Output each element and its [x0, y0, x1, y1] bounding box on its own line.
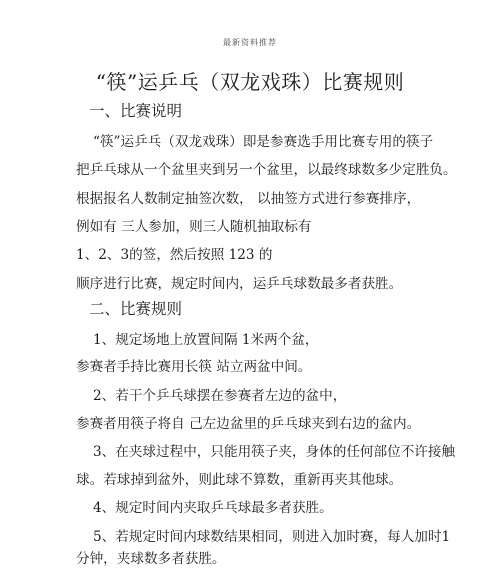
- paragraph-line: 参赛者用筷子将自 己左边盆里的乒乓球夹到右边的盆内。: [76, 416, 421, 432]
- paragraph-line: 3、在夹球过程中，只能用筷子夹，身体的任何部位不许接触: [93, 444, 456, 460]
- paragraph-line: 1、规定场地上放置间隔 1米两个盆，: [93, 332, 319, 348]
- paragraph-line: 参赛者手持比赛用长筷 站立两盆中间。: [76, 359, 312, 375]
- paragraph-line: 1、2、3的签，然后按照 123 的: [76, 247, 273, 263]
- section-heading-description: 一、比赛说明: [89, 102, 183, 120]
- paragraph-line: 球。若球掉到盆外，则此球不算数，重新再夹其他球。: [76, 472, 403, 488]
- paragraph-line: 顺序进行比赛，规定时间内，运乒乓球数最多者获胜。: [76, 276, 403, 292]
- paragraph-line: 根据报名人数制定抽签次数， 以抽签方式进行参赛排序，: [76, 191, 421, 207]
- paragraph-line: 4、规定时间内夹取乒乓球最多者获胜。: [93, 500, 333, 516]
- header-note: 最新资料推荐: [223, 38, 277, 47]
- section-heading-rules: 二、比赛规则: [89, 300, 183, 318]
- paragraph-line: 把乒乓球从一个盆里夹到另一个盆里，以最终球数多少定胜负。: [76, 162, 457, 178]
- page-title: “筷”运乒乓（双龙戏珠）比赛规则: [95, 70, 405, 94]
- paragraph-line: 分钟，夹球数多者获胜。: [76, 551, 226, 567]
- paragraph-line: 5、若规定时间内球数结果相同，则进入加时赛，每人加时1: [93, 529, 451, 545]
- paragraph-line: “筷”运乒乓（双龙戏珠）即是参赛选手用比赛专用的筷子: [93, 134, 434, 150]
- paragraph-line: 2、若干个乒乓球摆在参赛者左边的盆中，: [93, 388, 347, 404]
- paragraph-line: 例如有 三人参加，则三人随机抽取标有: [76, 219, 312, 235]
